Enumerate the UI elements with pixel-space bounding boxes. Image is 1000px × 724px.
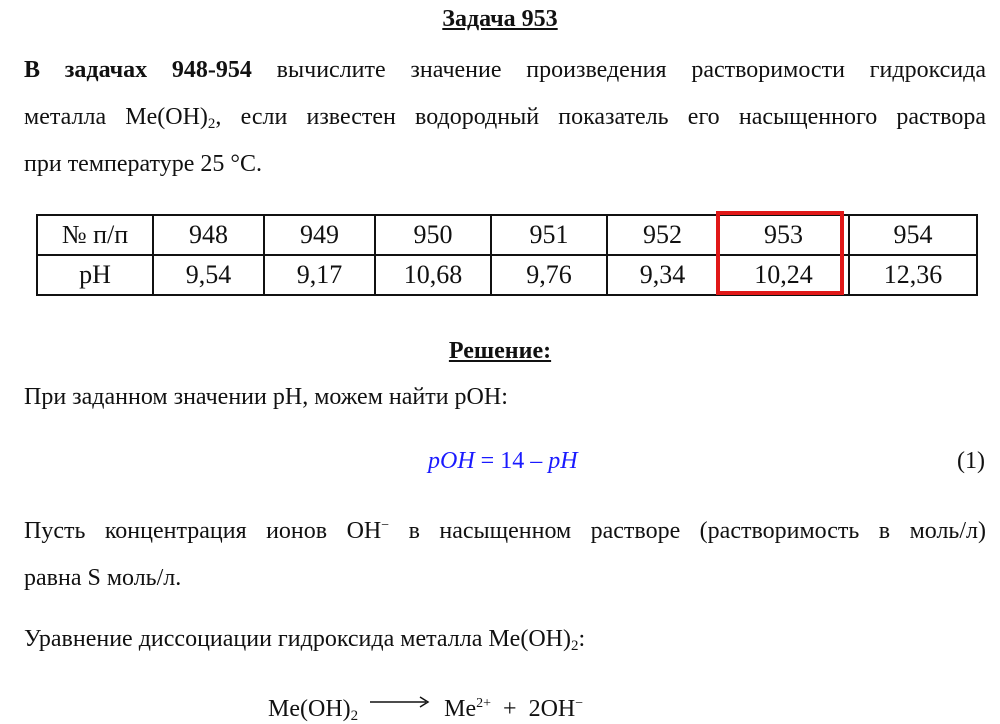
- equation-number: (1): [957, 448, 985, 474]
- solution-line-1: При заданном значении pH, можем найти pOH:: [24, 384, 508, 410]
- paragraph-2-line-1: [24, 508, 986, 555]
- statement-line-2: [24, 94, 986, 141]
- reactant-subscript: 2: [350, 708, 359, 724]
- reaction-arrow-icon: [370, 696, 432, 708]
- table-header-cell: № п/п: [37, 215, 153, 255]
- statement-bold-range: В задачах 948-954: [24, 57, 252, 83]
- table-cell: 951: [491, 215, 607, 255]
- table-cell: 12,36: [849, 255, 977, 295]
- table-cell-highlighted: 10,24: [718, 255, 849, 295]
- reaction-plus: +: [503, 696, 517, 722]
- formula-number: 14: [500, 448, 525, 474]
- table-cell: 9,34: [607, 255, 718, 295]
- ion-charge: −: [381, 518, 390, 533]
- table-row: [37, 215, 977, 255]
- product-2-charge: −: [575, 696, 584, 711]
- statement-line-1-text: вычислите значение произведения растворимости гидроксида: [251, 57, 986, 83]
- ion-formula: OH: [346, 518, 382, 544]
- table-cell-highlighted: 953: [718, 215, 849, 255]
- table-cell: 9,54: [153, 255, 264, 295]
- statement-line-2-text-b: , если известен водородный показатель его насыщенного раствора: [215, 104, 986, 130]
- table-cell: 948: [153, 215, 264, 255]
- reactant: Me(OH): [268, 696, 351, 722]
- problem-title: Задача 953: [442, 6, 558, 32]
- statement-line-3: при температуре 25 °С.: [24, 151, 262, 177]
- table-cell: 9,76: [491, 255, 607, 295]
- table-cell: 954: [849, 215, 977, 255]
- solution-heading: Решение:: [448, 338, 552, 364]
- paragraph-2-text-a: Пусть концентрация ионов: [24, 518, 347, 544]
- paragraph-3-subscript: 2: [570, 638, 579, 654]
- paragraph-3-colon: :: [578, 626, 586, 652]
- table-cell: 10,68: [375, 255, 491, 295]
- formula-minus: –: [524, 448, 549, 474]
- paragraph-2-text-b: в насыщенном растворе (растворимость в моль/л): [389, 518, 986, 544]
- table-cell: 949: [264, 215, 375, 255]
- table-cell: 9,17: [264, 255, 375, 295]
- product-1-charge: 2+: [476, 696, 492, 711]
- table-cell: 950: [375, 215, 491, 255]
- table-cell: 952: [607, 215, 718, 255]
- problem-statement: [24, 47, 986, 188]
- statement-line-1: [24, 47, 986, 94]
- formula-rhs: pH: [548, 448, 578, 474]
- paragraph-3-text: Уравнение диссоциации гидроксида металла Me(OH): [24, 626, 571, 652]
- formula-equals: =: [474, 448, 501, 474]
- paragraph-2-line-2: равна S моль/л.: [24, 565, 182, 591]
- formula-lhs: pOH: [428, 448, 475, 474]
- dissociation-equation: [268, 694, 583, 724]
- solution-line-3: [24, 624, 585, 654]
- table-row: [37, 255, 977, 295]
- statement-line-2-text-a: металла Me(OH): [24, 104, 208, 130]
- product-2: 2OH: [528, 696, 576, 722]
- formula-poh: [428, 446, 578, 476]
- statement-subscript: 2: [207, 116, 216, 132]
- solution-paragraph-2: [24, 508, 986, 602]
- ph-table: [36, 214, 978, 296]
- product-1: Me: [444, 696, 477, 722]
- table-header-cell: pH: [37, 255, 153, 295]
